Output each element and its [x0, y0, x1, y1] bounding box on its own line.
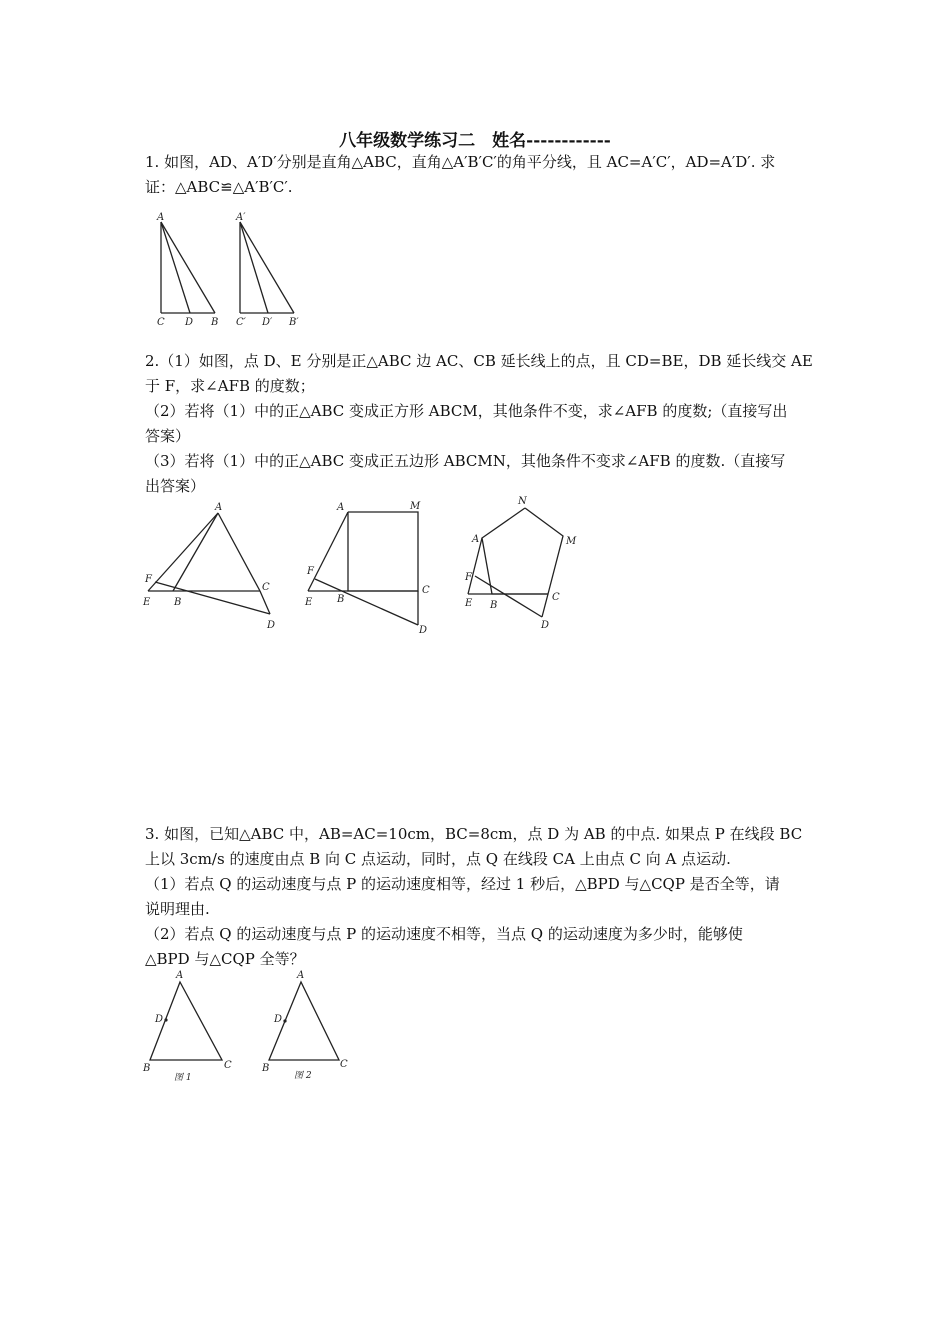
- question-2-line: （3）若将（1）中的正△ABC 变成正五边形 ABCMN，其他条件不变求∠AFB 的度数.（直接写: [145, 452, 786, 470]
- label-M: M: [410, 501, 421, 512]
- segment-fd: [315, 579, 418, 625]
- q3-figure-1: [140, 968, 250, 1083]
- label-F: F: [145, 574, 152, 585]
- q1-figure-triangle-abc: [150, 210, 310, 330]
- segment-cd: [542, 594, 548, 617]
- label-A: A: [297, 970, 305, 981]
- label-F: F: [307, 566, 314, 577]
- question-2-line: 出答案）: [145, 477, 206, 495]
- bisector-a2d2: [240, 222, 268, 313]
- label-E: E: [465, 598, 473, 609]
- point-d: [164, 1018, 167, 1021]
- label-N: N: [518, 496, 527, 507]
- label-C: C: [422, 585, 430, 596]
- q2-figure-triangle: [140, 495, 290, 635]
- label-B: B: [490, 600, 498, 611]
- bisector-ad: [161, 222, 190, 313]
- label-M: M: [566, 536, 577, 547]
- label-D: D: [185, 317, 194, 328]
- question-1-line: 证：△ABC≌△A′B′C′.: [145, 178, 293, 196]
- segment-ae: [468, 538, 482, 594]
- segment-cd: [260, 591, 270, 614]
- label-A: A: [472, 534, 480, 545]
- label-F: F: [465, 572, 472, 583]
- label-A: A: [176, 970, 184, 981]
- label-B-prime: B′: [289, 317, 299, 328]
- label-A: A: [157, 212, 165, 223]
- square-abcm: [348, 512, 418, 591]
- q3-figure-2: [260, 968, 370, 1083]
- label-C: C: [340, 1059, 348, 1070]
- question-3-line: （2）若点 Q 的运动速度与点 P 的运动速度不相等，当点 Q 的运动速度为多少时，能够使: [145, 925, 743, 943]
- question-2-line: 2.（1）如图，点 D、E 分别是正△ABC 边 AC、CB 延长线上的点，且 CD=BE，DB 延长线交 AE: [145, 352, 813, 370]
- label-C: C: [552, 592, 560, 603]
- segment-ae: [148, 513, 218, 591]
- label-C: C: [262, 582, 270, 593]
- question-3-text: [145, 822, 810, 972]
- segment-ae: [308, 512, 348, 591]
- question-2-line: （2）若将（1）中的正△ABC 变成正方形 ABCM，其他条件不变，求∠AFB 的度数;（直接写出: [145, 402, 788, 420]
- question-1-text: [145, 150, 810, 200]
- question-3-line: 3. 如图，已知△ABC 中，AB=AC=10cm，BC=8cm，点 D 为 AB 的中点. 如果点 P 在线段 BC: [145, 825, 803, 843]
- question-1-line: 1. 如图，AD、A′D′分别是直角△ABC，直角△A′B′C′的角平分线，且 AC=A′C′，AD=A′D′. 求: [145, 153, 776, 171]
- side-ab: [173, 513, 218, 591]
- label-A: A: [215, 502, 223, 513]
- pentagon-abcmn: [482, 508, 563, 594]
- side-a2b2: [240, 222, 294, 313]
- label-D: D: [274, 1014, 283, 1025]
- point-d: [283, 1019, 286, 1022]
- label-B: B: [174, 597, 182, 608]
- side-ab: [161, 222, 215, 313]
- question-2-line: 答案）: [145, 427, 191, 445]
- question-3-line: （1）若点 Q 的运动速度与点 P 的运动速度相等，经过 1 秒后，△BPD 与△CQP 是否全等，请: [145, 875, 780, 893]
- segment-fd: [155, 582, 270, 614]
- q2-figure-square: [300, 495, 450, 640]
- label-E: E: [305, 597, 313, 608]
- figure-caption: 图 2: [294, 1071, 312, 1081]
- label-A: A: [337, 502, 345, 513]
- label-B: B: [143, 1063, 151, 1074]
- q2-figure-pentagon: [460, 490, 610, 635]
- label-D: D: [155, 1014, 164, 1025]
- label-D: D: [419, 625, 428, 636]
- label-B: B: [337, 594, 345, 605]
- question-3-line: 说明理由.: [145, 900, 210, 918]
- page-title: 八年级数学练习二 姓名------------: [339, 131, 611, 151]
- label-C: C: [157, 317, 165, 328]
- label-D: D: [541, 620, 550, 631]
- label-E: E: [143, 597, 151, 608]
- label-D-prime: D′: [262, 317, 273, 328]
- label-A-prime: A′: [236, 212, 246, 223]
- label-B: B: [262, 1063, 270, 1074]
- question-3-line: △BPD 与△CQP 全等？: [145, 950, 305, 968]
- label-D: D: [267, 620, 276, 631]
- label-C-prime: C′: [236, 317, 246, 328]
- label-B: B: [211, 317, 219, 328]
- question-2-line: 于 F，求∠AFB 的度数；: [145, 377, 315, 395]
- question-3-line: 上以 3cm/s 的速度由点 B 向 C 点运动，同时，点 Q 在线段 CA 上由点 C 向 A 点运动.: [145, 850, 731, 868]
- side-ac: [218, 513, 260, 591]
- label-C: C: [224, 1060, 232, 1071]
- segment-fd: [475, 576, 542, 617]
- figure-caption: 图 1: [174, 1073, 192, 1083]
- question-2-text: [145, 349, 813, 499]
